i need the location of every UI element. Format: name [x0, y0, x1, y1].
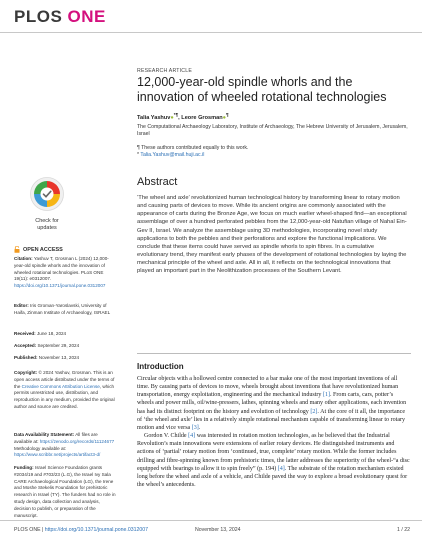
- text-run: .: [198, 424, 201, 431]
- reference-link[interactable]: [4]: [188, 433, 196, 440]
- author-separator: ,: [178, 114, 182, 121]
- reference-link[interactable]: [3]: [191, 424, 199, 431]
- citation-text: Yashuv T, Grosman L (2024) 12,000-year-old spindle whorls and the innovation of wheeled rotational technologies. PLoS ONE 19(11): e0312007.: [14, 256, 109, 282]
- paragraph: [137, 375, 411, 432]
- author-marks: ¶: [226, 112, 229, 117]
- data-availability-text-b: Methodology available at:: [14, 445, 67, 451]
- citation: [14, 256, 117, 290]
- author-marks: *¶: [173, 112, 179, 117]
- title-line-2: innovation of wheeled rotational technologies: [137, 90, 387, 105]
- published-label: Published:: [14, 355, 38, 360]
- page-number: 1 / 22: [397, 527, 410, 533]
- data-availability-text-a: All files are available at:: [14, 432, 98, 444]
- logo-one: ONE: [67, 7, 106, 26]
- journal-logo: [14, 7, 106, 27]
- editor-text: Iris Groman-Yaroslavski, University of Haifa, Zinman Institute of Archaeology, ISRAEL: [14, 303, 111, 315]
- orcid-icon[interactable]: ●: [170, 114, 174, 121]
- methodology-link[interactable]: https://www.scribbr.net/projects/artifact3-d/: [14, 452, 101, 458]
- contribution-note: ¶ These authors contributed equally to this work.: [137, 145, 249, 151]
- text-run: . At the core of it all, the importance of ‘the wheel and axle’ lies in a relatively simple rotational mechanism capable of transforming linear to rotary motion and vice versa: [137, 408, 406, 431]
- logo-plos: PLOS: [14, 7, 63, 26]
- copyright-label: Copyright:: [14, 370, 38, 375]
- received-date: June 18, 2024: [35, 331, 67, 336]
- author-list: [137, 112, 411, 121]
- received: [14, 331, 117, 338]
- accepted: [14, 343, 117, 350]
- footer-doi-link[interactable]: https://doi.org/10.1371/journal.pone.0312007: [44, 527, 149, 533]
- article-type: RESEARCH ARTICLE: [137, 68, 192, 74]
- license-link[interactable]: Creative Commons Attribution License: [21, 383, 100, 389]
- article-title: [137, 75, 411, 105]
- open-access-label: OPEN ACCESS: [23, 246, 63, 253]
- paragraph: [137, 432, 411, 489]
- zenodo-link[interactable]: https://zenodo.org/records/11124677: [39, 438, 115, 444]
- author-name[interactable]: Talia Yashuv: [137, 114, 171, 121]
- header-divider: [0, 32, 422, 33]
- orcid-icon[interactable]: ●: [222, 114, 227, 121]
- accepted-label: Accepted:: [14, 343, 37, 348]
- footer-separator: |: [40, 527, 45, 533]
- received-label: Received:: [14, 331, 36, 336]
- introduction-heading: Introduction: [137, 362, 184, 371]
- text-run: was interested in rotation motion technologies, as he believed that the Industrial Revolution’s main innovations were extensions of earlier rotary devices. He distinguished instruments and actions of ‘partial’ rotary motion from ‘continued, true, complete’ rotary motion. While the former includes drilling and fibre-spinning known from prehistoric times, the latter addresses the superiority of the wheel-“a disc equipped with bearings to allow it to spin freely” (p. 194): [137, 433, 410, 472]
- corresponding-email-link[interactable]: Talia.Yashuv@mail.huji.ac.il: [140, 151, 205, 158]
- editor: [14, 303, 117, 317]
- citation-label: Citation:: [14, 256, 33, 261]
- affiliation: The Computational Archaeology Laboratory, Institute of Archaeology, The Hebrew University of Jerusalem, Jerusalem, Israel: [137, 124, 408, 137]
- text-run: Gordon V. Childe: [144, 433, 189, 440]
- footer-left: [14, 527, 148, 533]
- email-marker: *: [137, 151, 141, 158]
- footer-date: November 13, 2024: [195, 527, 241, 533]
- check-for-updates-badge[interactable]: [30, 177, 64, 231]
- published-date: November 13, 2024: [37, 355, 80, 360]
- crossref-label-line2: updates: [37, 224, 57, 231]
- crossmark-icon: [30, 177, 64, 211]
- citation-doi-link[interactable]: https://doi.org/10.1371/journal.pone.0312007: [14, 283, 106, 289]
- data-availability: [14, 432, 117, 459]
- title-line-1: 12,000-year-old spindle whorls and the: [137, 75, 353, 89]
- abstract-heading: Abstract: [137, 176, 178, 188]
- text-run: . The substrate of the rotation mechanism existed long before the wheel and axle of a vehicle, and Childe paved the way to explore a broad evolutionary quest for the wheel’s antecedents.: [137, 465, 408, 489]
- crossref-label: [30, 218, 64, 231]
- text-run: . From carts, cars, potter’s wheels and power mills, oil/wine-pressers, lathes, spinning wheels and many other applications, each invention has had its distinct footprint on the history and evolution of technology: [137, 392, 407, 415]
- funding: [14, 465, 117, 519]
- funding-text: Israel Science Foundation grants #2034/19 and #703/23 (L.G), the Israel Ivy Sala CARE Archaeological Foundation (LG), the Irene and Moshe Stekelis Foundation for prehistoric research in Israel (TY). The funders had no role in study design, data collection and analysis, decision to publish, or preparation of the manuscript.: [14, 465, 116, 518]
- editor-label: Editor:: [14, 303, 29, 308]
- text-run: Circular objects with a hollowed centre connected to a bar make one of the most important inventions of all time. By causing parts of devices to move, wheels brought about inventions that have revolutionized human transportation, energy exploitation, engineering and the mechanical industry: [137, 376, 399, 399]
- copyright-text-a: © 2024 Yashuv, Grosman. This is an open access article distributed under the terms of the: [14, 370, 115, 389]
- footer-divider: [0, 520, 422, 521]
- published: [14, 355, 117, 362]
- data-availability-label: Data Availability Statement:: [14, 432, 75, 437]
- funding-label: Funding:: [14, 465, 34, 470]
- copyright-text-b: , which permits unrestricted use, distribution, and reproduction in any medium, provided the original author and source are credited.: [14, 383, 115, 409]
- abstract-text: ‘The wheel and axle’ revolutionized human technological history by transforming linear to rotary motion and causing parts of devices to move. While its ancient origins are commonly associated with the appearance of carts during the Bronze Age, we focus on much earlier wheel-shaped find—an exceptional assemblage of over a hundred perforated pebbles from the 12,000-year-old Natufian village of Nahal Ein-Gev II, Israel. We analyze the assemblage using 3D methodologies, incorporating novel study applications to both the pebbles and their perforations and explore the functional implications. We conclude that these items could have served as spindle whorls to spin fibres. In a cumulative evolutionary trend, they manifest early phases of the development of rotational technologies by laying the mechanical principle of the wheel and axle. All in all, it reflects on the technological innovations that played an important part in the Neolithization processes of the Southern Levant.: [137, 195, 407, 275]
- copyright: [14, 370, 117, 411]
- author-name[interactable]: Leore Grosman: [181, 114, 223, 121]
- reference-link[interactable]: [1]: [322, 392, 331, 399]
- footer-journal: PLOS ONE: [14, 527, 41, 533]
- introduction-body: [137, 375, 411, 489]
- author-notes: [137, 145, 411, 159]
- accepted-date: September 29, 2024: [36, 343, 80, 348]
- reference-link[interactable]: [2]: [310, 408, 318, 415]
- reference-link[interactable]: [4]: [277, 465, 285, 472]
- section-divider: [137, 353, 411, 354]
- crossref-label-line1: Check for: [35, 218, 59, 224]
- open-access: [14, 246, 63, 253]
- open-lock-icon: [14, 246, 20, 253]
